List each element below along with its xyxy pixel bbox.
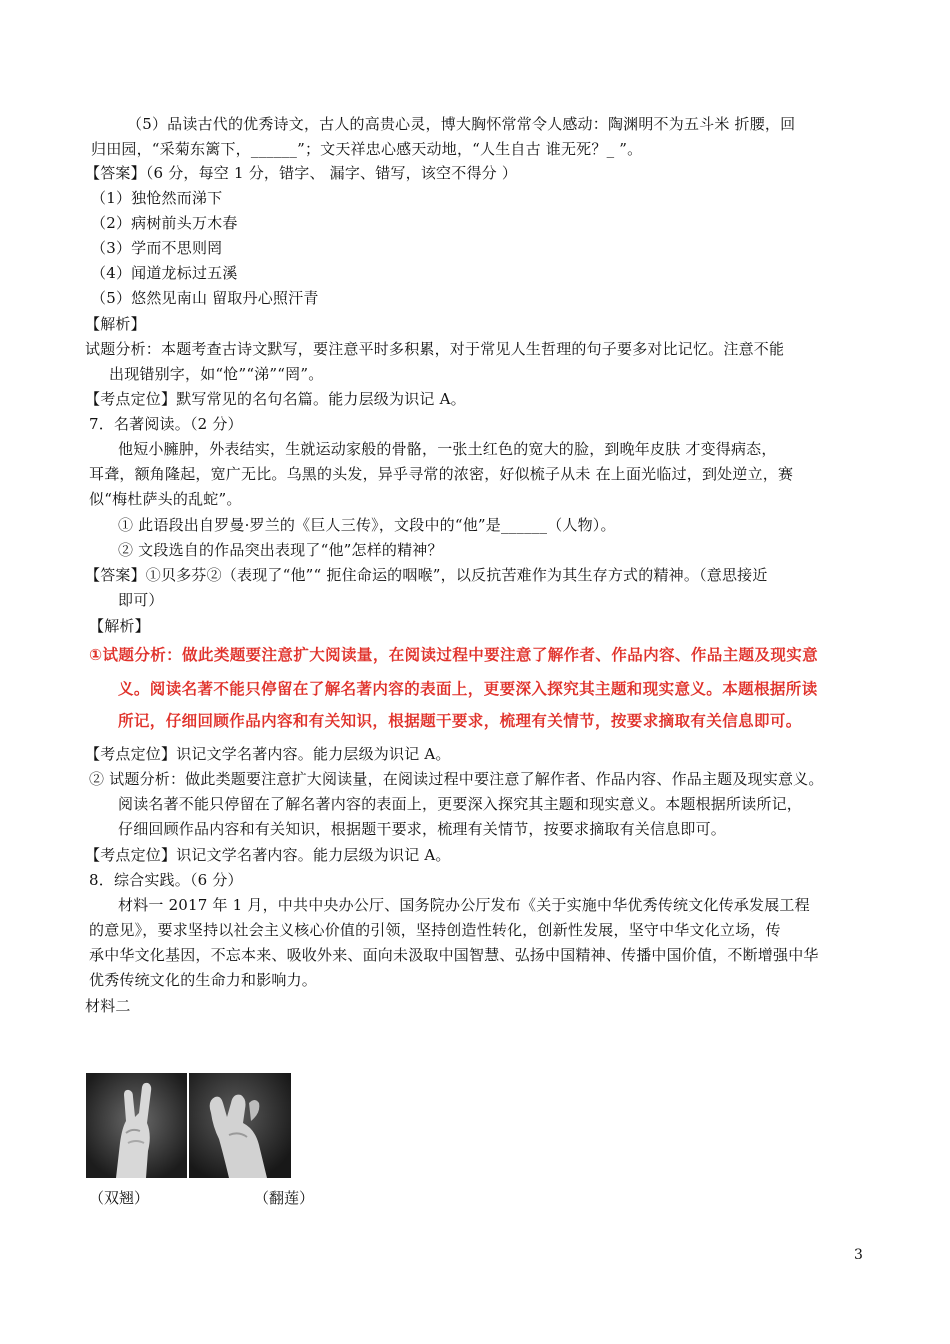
caption-fanlian: （翻莲） xyxy=(254,1189,315,1207)
analysis-heading: 【解析】 xyxy=(85,315,146,333)
answer-item-1: （1）独怆然而涕下 xyxy=(91,189,223,207)
answer-heading: 【答案】（6 分，每空 1 分，错字、 漏字、错写，该空不得分 ） xyxy=(85,164,518,182)
material-one-line4: 优秀传统文化的生命力和影响力。 xyxy=(89,971,318,989)
q7-analysis-2-line1: ② 试题分析：做此类题要注意扩大阅读量，在阅读过程中要注意了解作者、作品内容、作品主题及现实意义。 xyxy=(89,770,824,788)
q7-answer-line1: 【答案】①贝多芬②（表现了“他”“ 扼住命运的咽喉”，以反抗苦难作为其生存方式的精神。（意思接近 xyxy=(85,566,768,584)
q7-passage-line2: 耳聋，额角隆起，宽广无比。乌黑的头发，异乎寻常的浓密，好似梳子从未 在上面光临过，到处逆立，赛 xyxy=(89,465,794,483)
caption-shuangqiao: （双翘） xyxy=(89,1189,150,1207)
answer-item-5: （5）悠然见南山 留取丹心照汗青 xyxy=(91,289,319,307)
q5-prompt-line2: 归田园，“采菊东篱下，______”；文天祥忠心感天动地，“人生自古 谁无死？_ ”。 xyxy=(91,140,643,158)
highlighted-analysis-line1: ①试题分析：做此类题要注意扩大阅读量，在阅读过程中要注意了解作者、作品内容、作品主题及现实意 xyxy=(89,646,819,664)
q7-heading: 7．名著阅读。（2 分） xyxy=(89,415,243,433)
page-number: 3 xyxy=(854,1247,863,1263)
material-one-line3: 承中华文化基因，不忘本来、吸收外来、面向未汲取中国智慧、弘扬中国精神、传播中国价值，不断增强中华 xyxy=(89,946,819,964)
highlighted-analysis-line2: 义。阅读名著不能只停留在了解名著内容的表面上，更要深入探究其主题和现实意义。本题根据所读 xyxy=(118,680,818,698)
key-point-1: 【考点定位】默写常见的名句名篇。能力层级为识记 A。 xyxy=(85,390,466,408)
answer-item-4: （4）闻道龙标过五溪 xyxy=(91,264,238,282)
answer-item-2: （2）病树前头万木春 xyxy=(91,214,238,232)
analysis-text-line2: 出现错别字，如“怆”“涕”“罔”。 xyxy=(109,365,324,383)
q7-passage-line1: 他短小臃肿，外表结实，生就运动家般的骨骼，一张土红色的宽大的脸，到晚年皮肤 才变得病态， xyxy=(118,440,777,458)
material-one-line2: 的意见》，要求坚持以社会主义核心价值的引领，坚持创造性转化，创新性发展，坚守中华文化立场，传 xyxy=(89,921,781,939)
key-point-2: 【考点定位】识记文学名著内容。能力层级为识记 A。 xyxy=(85,745,451,763)
key-point-3: 【考点定位】识记文学名著内容。能力层级为识记 A。 xyxy=(85,846,451,864)
q5-prompt-line1: （5）品读古代的优秀诗文，古人的高贵心灵，博大胸怀常常令人感动：陶渊明不为五斗米 折腰，回 xyxy=(127,115,796,133)
hand-gesture-photo-shuangqiao xyxy=(86,1073,187,1178)
answer-item-3: （3）学而不思则罔 xyxy=(91,239,223,257)
q7-passage-line3: 似“梅杜萨头的乱蛇”。 xyxy=(89,490,242,508)
highlighted-analysis-line3: 所记，仔细回顾作品内容和有关知识，根据题干要求，梳理有关情节，按要求摘取有关信息即可。 xyxy=(118,712,802,730)
q7-analysis-heading: 【解析】 xyxy=(89,617,150,635)
q7-analysis-2-line2: 阅读名著不能只停留在了解名著内容的表面上，更要深入探究其主题和现实意义。本题根据所读所记， xyxy=(118,795,803,813)
hand-gesture-photo-fanlian xyxy=(189,1073,291,1178)
material-two-label: 材料二 xyxy=(85,997,131,1015)
q7-answer-line2: 即可） xyxy=(118,591,164,609)
q8-heading: 8．综合实践。（6 分） xyxy=(89,871,243,889)
q7-subquestion-1: ① 此语段出自罗曼·罗兰的《巨人三传》，文段中的“他”是______（人物）。 xyxy=(118,516,616,534)
q7-subquestion-2: ② 文段选自的作品突出表现了“他”怎样的精神？ xyxy=(118,541,443,559)
analysis-text-line1: 试题分析：本题考查古诗文默写，要注意平时多积累，对于常见人生哲理的句子要多对比记忆。注意不能 xyxy=(85,340,785,358)
q7-analysis-2-line3: 仔细回顾作品内容和有关知识，根据题干要求，梳理有关情节，按要求摘取有关信息即可。 xyxy=(118,820,727,838)
material-one-line1: 材料一 2017 年 1 月，中共中央办公厅、国务院办公厅发布《关于实施中华优秀传统文化传承发展工程 xyxy=(118,896,810,914)
